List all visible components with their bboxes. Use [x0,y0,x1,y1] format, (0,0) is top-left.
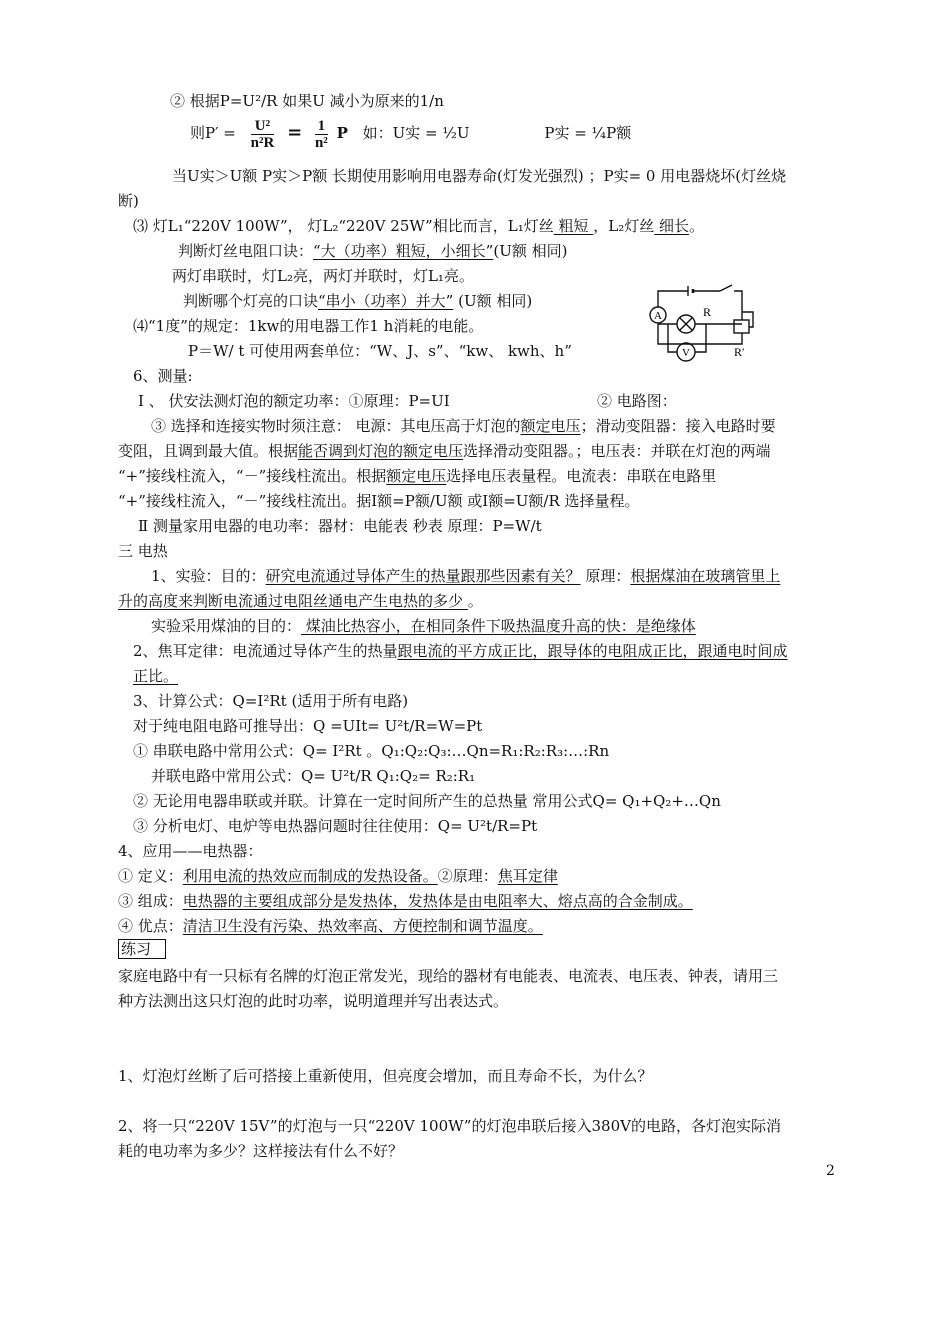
text: ⑶ 灯L₁“220V 100W”， 灯L₂“220V 25W”相比而言，L₁灯丝 [133,217,554,235]
formula-text: 如：U实 = ½U [362,124,470,142]
text: ；滑动变阻器：接入电路时要 [580,417,776,435]
text: 实验采用煤油的目的： [151,617,302,635]
text: (U额 相同) [453,292,533,310]
text-line: 断) [118,192,139,210]
text: 。 [467,592,483,610]
rheostat-body [734,320,749,333]
underlined-text: 清洁卫生没有污染、热效率高、方便控制和调节温度。 [182,917,543,935]
voltmeter-wire [668,324,677,352]
underlined-text: 煤油比热容小，在相同条件下吸热温度升高的快：是绝缘体 [301,617,696,635]
underlined-text: 正比。 [133,667,179,685]
fraction [315,118,328,151]
question: 2、将一只“220V 15V”的灯泡与一只“220V 100W”的灯泡串联后接入380V的电路，各灯泡实际消 [118,1117,781,1135]
underlined-text: 电热器的主要组成部分是发热体，发热体是由电阻率大、熔点高的合金制成。 [182,892,693,910]
text: 2、焦耳定律：电流通过导体产生的热量 [133,642,398,660]
text: ，L₂灯丝 [593,217,655,235]
text-line [118,891,693,911]
underlined-answer: “串小（功率）并大” [318,292,454,310]
text-line: “+”接线柱流入，“－”接线柱流出。据I额=P额/U额 或I额=U额/R 选择量程。 [118,492,640,510]
text: ②原理： [437,867,498,885]
exercise-label: 练习 [118,939,166,959]
text: 判断哪个灯亮的口诀 [183,292,319,310]
text: (U额 相同) [493,242,568,260]
text: ③ 组成： [118,892,183,910]
formula-line [190,117,631,151]
underlined-answer: “大（功率）粗短，小细长” [313,242,494,260]
voltmeter-wire [695,324,706,352]
question: 耗的电功率为多少？这样接法有什么不好？ [118,1142,404,1160]
text-line [151,416,776,436]
text-line: ② 无论用电器串联或并联。计算在一定时间所产生的总热量 常用公式Q= Q₁+Q₂+…Qn [133,792,721,810]
underlined-text: 额定电压 [386,467,447,485]
underlined-text: 跟电流的平方成正比，跟导体的电阻成正比，跟通电时间成 [397,642,788,660]
text: ① 定义： [118,867,183,885]
text-line: 当U实＞U额 P实＞P额 长期使用影响用电器寿命(灯发光强烈) ；P实= 0 用电器烧坏(灯丝烧 [172,167,787,185]
text: 变阻，且调到最大值。根据 [118,442,299,460]
rheostat-label: R′ [734,345,745,359]
voltmeter-label: V [682,347,690,359]
switch-blade [720,285,732,291]
text-line [133,666,178,686]
text-line: 家庭电路中有一只标有名牌的灯泡正常发光，现给的器材有电能表、电流表、电压表、钟表，请用三 [118,967,779,985]
equals-sign: = [287,122,303,143]
text: Ⅰ 、 伏安法测灯泡的额定功率：①原理：P=UI [138,392,450,410]
underlined-text: 研究电流通过导体产生的热量跟那些因素有关？ [265,567,581,585]
text-line [118,466,716,486]
circuit-wire [658,291,688,307]
text-line: ② 根据P=U²/R 如果U 减小为原来的1/n [170,92,444,110]
text-line: 种方法测出这只灯泡的此时功率，说明道理并写出表达式。 [118,992,509,1010]
underlined-text: 根据煤油在玻璃管里上 [630,567,781,585]
underlined-text: 能否调到灯泡的额定电压 [298,442,464,460]
section-heading: 三 电热 [118,542,168,560]
text: ④ 优点： [118,917,183,935]
text-line [118,866,558,886]
fraction-denominator: n² [314,134,328,151]
circuit-wire [734,291,742,320]
text-line: ② 电路图： [597,392,677,410]
text: 。 [689,217,705,235]
text: ③ 选择和连接实物时须注意： 电源：其电压高于灯泡的 [151,417,521,435]
ammeter-label: A [654,310,662,322]
question: 1、灯泡灯丝断了后可搭接上重新使用，但亮度会增加，而且寿命不长，为什么？ [118,1067,653,1085]
text-line: 并联电路中常用公式：Q= U²t/R Q₁:Q₂= R₂:R₁ [151,767,476,785]
text: 原理： [580,567,631,585]
text-line: 6、测量: [133,367,193,385]
text-line: 3、计算公式：Q=I²Rt (适用于所有电路) [133,692,409,710]
text-line [118,916,543,936]
text-line [151,616,696,636]
text: 选择滑动变阻器。；电压表：并联在灯泡的两端 [463,442,771,460]
fraction-denominator: n²R [250,134,275,151]
formula-p: P [336,124,348,142]
circuit-diagram [648,282,760,368]
underlined-text: 焦耳定律 [497,867,558,885]
text: “+”接线柱流入，“－”接线柱流出。根据 [118,467,387,485]
underlined-answer: 粗短 [553,217,594,235]
underlined-answer: 细长 [654,217,690,235]
fraction-numerator: U² [251,118,275,135]
formula-text: P实 = ¼P额 [544,124,632,142]
text-line: P＝W/ t 可使用两套单位：“W、J、s”、“kw、 kwh、h” [188,342,572,360]
text-line: 两灯串联时，灯L₂亮，两灯并联时，灯L₁亮。 [172,267,474,285]
text-line [178,241,567,261]
underlined-text: 升的高度来判断电流通过电阻丝通电产生电热的多少 [118,592,468,610]
text-line [183,291,532,311]
text-line: ③ 分析电灯、电炉等电热器问题时往往使用：Q= U²t/R=Pt [133,817,538,835]
resistor-label: R [703,305,712,319]
text-line [151,566,780,586]
text-line: 4、应用——电热器： [118,842,263,860]
fraction-numerator: 1 [315,118,328,135]
text: 1、实验：目的： [151,567,266,585]
text-line [118,441,771,461]
exercise-heading [118,939,166,959]
underlined-text: 利用电流的热效应而制成的发热设备。 [182,867,438,885]
text: 判断灯丝电阻口诀： [178,242,314,260]
text-line: Ⅱ 测量家用电器的电功率：器材：电能表 秒表 原理：P=W/t [138,517,542,535]
text-line [133,641,788,661]
underlined-text: 额定电压 [520,417,581,435]
text-line [138,391,450,411]
text-line: ⑷“1度”的规定：1kw的用电器工作1 h消耗的电能。 [133,317,484,335]
text-line [133,216,704,236]
page-number: 2 [826,1163,835,1179]
text-line: 对于纯电阻电路可推导出：Q =UIt= U²t/R=W=Pt [133,717,483,735]
fraction [251,118,275,151]
text: 选择电压表量程。电流表：串联在电路里 [446,467,717,485]
text-line: ① 串联电路中常用公式：Q= I²Rt 。Q₁:Q₂:Q₃:…Qn=R₁:R₂:R₃:…:Rn [133,742,610,760]
circuit-wire [658,324,742,344]
formula-text: 则P′ = [190,124,236,142]
text-line [118,591,483,611]
